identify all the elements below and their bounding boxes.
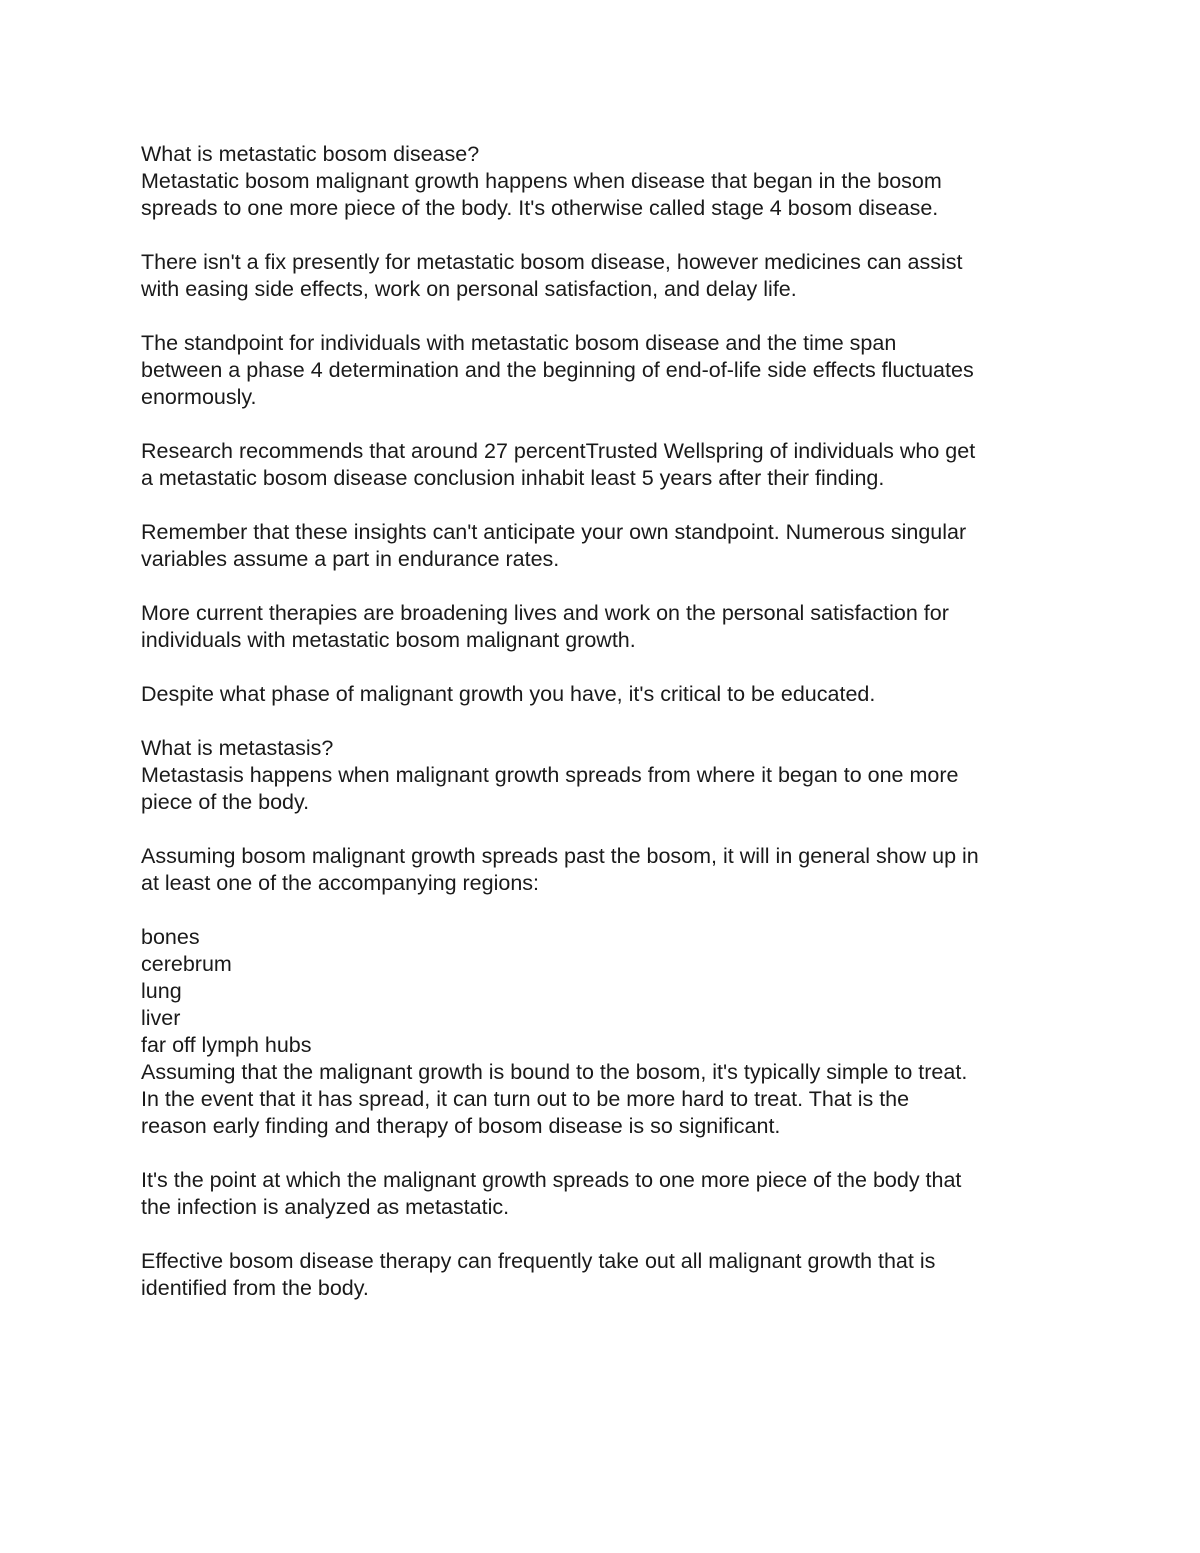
list-item: liver: [141, 1006, 181, 1030]
paragraph-line: at least one of the accompanying regions:: [141, 871, 540, 895]
list-item: far off lymph hubs: [141, 1033, 312, 1057]
paragraph-line: It's the point at which the malignant growth spreads to one more piece of the body that: [141, 1168, 962, 1192]
paragraph-gap: [141, 573, 1071, 600]
paragraph-gap: [141, 222, 1071, 249]
paragraph-line: Research recommends that around 27 percentTrusted Wellspring of individuals who get: [141, 439, 976, 463]
heading-metastatic-disease: What is metastatic bosom disease?: [141, 142, 480, 166]
paragraph-line: Metastatic bosom malignant growth happens when disease that began in the bosom: [141, 169, 942, 193]
paragraph-line: between a phase 4 determination and the beginning of end-of-life side effects fluctuates: [141, 358, 974, 382]
paragraph-gap: [141, 897, 1071, 924]
paragraph-line: piece of the body.: [141, 790, 310, 814]
paragraph-gap: [141, 303, 1071, 330]
paragraph-gap: [141, 708, 1071, 735]
paragraph-line: the infection is analyzed as metastatic.: [141, 1195, 510, 1219]
paragraph-line: The standpoint for individuals with metastatic bosom disease and the time span: [141, 331, 897, 355]
paragraph-line: enormously.: [141, 385, 257, 409]
paragraph-line: Remember that these insights can't anticipate your own standpoint. Numerous singular: [141, 520, 967, 544]
paragraph-line: Despite what phase of malignant growth you have, it's critical to be educated.: [141, 682, 876, 706]
paragraph-line: with easing side effects, work on personal satisfaction, and delay life.: [141, 277, 797, 301]
list-item: cerebrum: [141, 952, 232, 976]
paragraph-line: individuals with metastatic bosom malignant growth.: [141, 628, 636, 652]
list-item: bones: [141, 925, 200, 949]
paragraph-line: variables assume a part in endurance rates.: [141, 547, 560, 571]
paragraph-line: More current therapies are broadening lives and work on the personal satisfaction for: [141, 601, 949, 625]
paragraph-gap: [141, 816, 1071, 843]
paragraph-gap: [141, 1140, 1071, 1167]
paragraph-line: Effective bosom disease therapy can frequently take out all malignant growth that is: [141, 1249, 936, 1273]
paragraph-line: Assuming bosom malignant growth spreads past the bosom, it will in general show up in: [141, 844, 979, 868]
paragraph-gap: [141, 654, 1071, 681]
paragraph-line: Metastasis happens when malignant growth spreads from where it began to one more: [141, 763, 959, 787]
paragraph-gap: [141, 492, 1071, 519]
paragraph-line: In the event that it has spread, it can turn out to be more hard to treat. That is the: [141, 1087, 910, 1111]
paragraph-line: reason early finding and therapy of bosom disease is so significant.: [141, 1114, 781, 1138]
list-item: lung: [141, 979, 182, 1003]
paragraph-gap: [141, 1221, 1071, 1248]
paragraph-line: spreads to one more piece of the body. It's otherwise called stage 4 bosom disease.: [141, 196, 939, 220]
document-page: [141, 141, 1071, 1302]
paragraph-gap: [141, 411, 1071, 438]
paragraph-line: identified from the body.: [141, 1276, 369, 1300]
paragraph-line: There isn't a fix presently for metastatic bosom disease, however medicines can assist: [141, 250, 963, 274]
heading-metastasis: What is metastasis?: [141, 736, 334, 760]
paragraph-line: a metastatic bosom disease conclusion inhabit least 5 years after their finding.: [141, 466, 885, 490]
paragraph-line: Assuming that the malignant growth is bound to the bosom, it's typically simple to treat.: [141, 1060, 968, 1084]
